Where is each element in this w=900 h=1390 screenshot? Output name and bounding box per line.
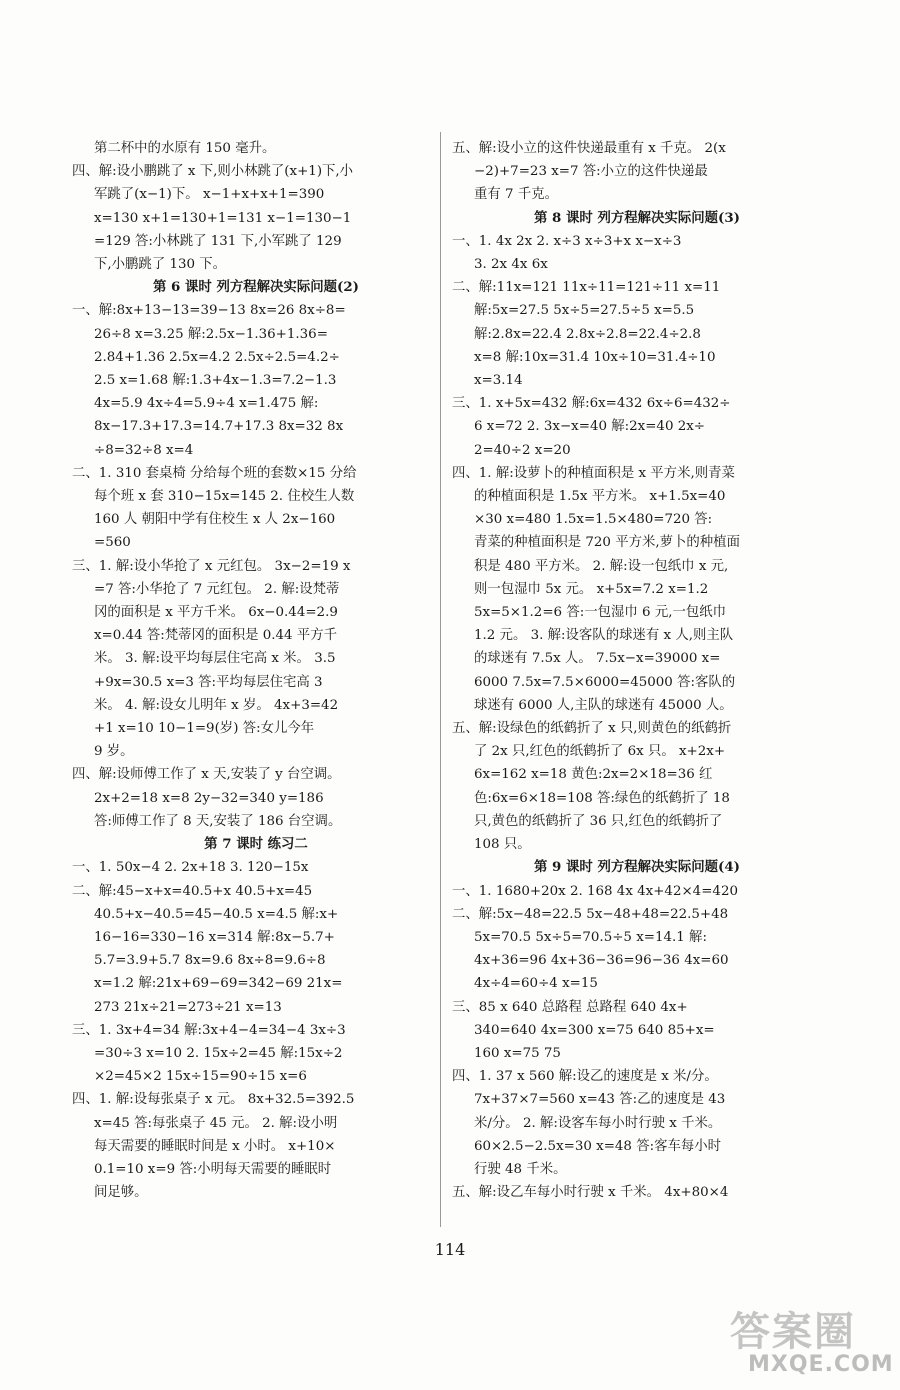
answer-line: 三、1. 解:设小华抢了 x 元红包。 3x−2=19 x bbox=[72, 558, 351, 574]
left-column bbox=[72, 137, 430, 1204]
answer-line: 5x=70.5 5x÷5=70.5÷5 x=14.1 解: bbox=[474, 929, 707, 945]
right-column bbox=[452, 137, 812, 1204]
answer-line: 青菜的种植面积是 720 平方米,萝卜的种植面 bbox=[474, 535, 740, 551]
answer-line: 2.84+1.36 2.5x=4.2 2.5x÷2.5=4.2÷ bbox=[94, 349, 340, 365]
answer-line: 60×2.5−2.5x=30 x=48 答:客车每小时 bbox=[474, 1138, 722, 1154]
answer-line: 2x+2=18 x=8 2y−32=340 y=186 bbox=[94, 790, 324, 806]
answer-line: 160 人 朝阳中学有住校生 x 人 2x−160 bbox=[94, 512, 336, 528]
answer-line: 每天需要的睡眠时间是 x 小时。 x+10× bbox=[94, 1138, 336, 1154]
answer-line: =129 答:小林跳了 131 下,小军跳了 129 bbox=[94, 233, 342, 249]
answer-line: 二、1. 310 套桌椅 分给每个班的套数×15 分给 bbox=[72, 465, 357, 481]
answer-line: 三、1. x+5x=432 解:6x=432 6x÷6=432÷ bbox=[452, 396, 731, 412]
watermark-logo: 答案圈 bbox=[730, 1309, 856, 1355]
section-heading: 第 8 课时 列方程解决实际问题(3) bbox=[534, 209, 740, 226]
answer-line: 一、解:8x+13−13=39−13 8x=26 8x÷8= bbox=[72, 303, 346, 319]
column-divider bbox=[440, 132, 441, 1227]
answer-line: ÷8=32÷8 x=4 bbox=[94, 442, 194, 458]
answer-line: 三、1. 3x+4=34 解:3x+4−4=34−4 3x÷3 bbox=[72, 1022, 346, 1038]
answer-line: 行驶 48 千米。 bbox=[474, 1161, 567, 1177]
section-heading: 第 6 课时 列方程解决实际问题(2) bbox=[153, 279, 359, 296]
answer-line: 重有 7 千克。 bbox=[474, 187, 558, 203]
answer-line: 二、解:5x−48=22.5 5x−48+48=22.5+48 bbox=[452, 906, 729, 922]
answer-line: 6 x=72 2. 3x−x=40 解:2x=40 2x÷ bbox=[474, 419, 706, 435]
answer-line: 米。 4. 解:设女儿明年 x 岁。 4x+3=42 bbox=[94, 697, 339, 713]
answer-line: 6x=162 x=18 黄色:2x=2×18=36 红 bbox=[474, 767, 713, 783]
answer-line: 108 只。 bbox=[474, 837, 531, 853]
answer-line: =560 bbox=[94, 535, 131, 551]
answer-line: 16−16=330−16 x=314 解:8x−5.7+ bbox=[94, 929, 335, 945]
answer-line: 每个班 x 套 310−15x=145 2. 住校生人数 bbox=[94, 489, 355, 505]
answer-line: 4x=5.9 4x÷4=5.9÷4 x=1.475 解: bbox=[94, 396, 319, 412]
answer-line: 9 岁。 bbox=[94, 744, 134, 760]
answer-line: 1.2 元。 3. 解:设客队的球迷有 x 人,则主队 bbox=[474, 628, 734, 644]
answer-line: 色:6x=6×18=108 答:绿色的纸鹤折了 18 bbox=[474, 790, 730, 806]
answer-line: 二、解:11x=121 11x÷11=121÷11 x=11 bbox=[452, 280, 721, 296]
answer-line: 四、1. 解:设萝卜的种植面积是 x 平方米,则青菜 bbox=[452, 465, 735, 481]
answer-line: 4x÷4=60÷4 x=15 bbox=[474, 976, 598, 992]
answer-line: 一、1. 4x 2x 2. x÷3 x÷3+x x−x÷3 bbox=[452, 233, 682, 249]
answer-line: 0.1=10 x=9 答:小明每天需要的睡眠时 bbox=[94, 1161, 332, 1177]
answer-line: 6000 7.5x=7.5×6000=45000 答:客队的 bbox=[474, 674, 736, 690]
answer-line: =30÷3 x=10 2. 15x÷2=45 解:15x÷2 bbox=[94, 1045, 343, 1061]
answer-line: x=130 x+1=130+1=131 x−1=130−1 bbox=[94, 210, 352, 226]
answer-line: 四、1. 37 x 560 解:设乙的速度是 x 米/分。 bbox=[452, 1069, 718, 1085]
answer-line: 5.7=3.9+5.7 8x=9.6 8x÷8=9.6÷8 bbox=[94, 953, 326, 969]
answer-line: x=3.14 bbox=[474, 373, 523, 389]
answer-line: 5x=5×1.2=6 答:一包湿巾 6 元,一包纸巾 bbox=[474, 605, 727, 621]
answer-line: 了 2x 只,红色的纸鹤折了 6x 只。 x+2x+ bbox=[474, 744, 726, 760]
answer-line: +1 x=10 10−1=9(岁) 答:女儿今年 bbox=[94, 721, 315, 737]
answer-line: 一、1. 50x−4 2. 2x+18 3. 120−15x bbox=[72, 860, 309, 876]
answer-line: 二、解:45−x+x=40.5+x 40.5+x=45 bbox=[72, 883, 313, 899]
answer-line: ×2=45×2 15x÷15=90÷15 x=6 bbox=[94, 1069, 307, 1085]
answer-line: +9x=30.5 x=3 答:平均每层住宅高 3 bbox=[94, 674, 323, 690]
answer-line: 四、解:设师傅工作了 x 天,安装了 y 台空调。 bbox=[72, 767, 341, 783]
section-heading: 第 9 课时 列方程解决实际问题(4) bbox=[534, 859, 740, 876]
answer-line: 五、解:设绿色的纸鹤折了 x 只,则黄色的纸鹤折 bbox=[452, 721, 732, 737]
answer-line: 米/分。 2. 解:设客车每小时行驶 x 千米。 bbox=[474, 1115, 722, 1131]
answer-line: 答:师傅工作了 8 天,安装了 186 台空调。 bbox=[94, 813, 342, 829]
answer-line: 冈的面积是 x 平方千米。 6x−0.44=2.9 bbox=[94, 605, 338, 621]
answer-line: ×30 x=480 1.5x=1.5×480=720 答: bbox=[474, 512, 713, 528]
answer-line: x=8 解:10x=31.4 10x÷10=31.4÷10 bbox=[474, 349, 716, 365]
answer-line: 的球迷有 7.5x 人。 7.5x−x=39000 x= bbox=[474, 651, 721, 667]
answer-line: =7 答:小华抢了 7 元红包。 2. 解:设梵蒂 bbox=[94, 581, 340, 597]
answer-line: 解:2.8x=22.4 2.8x÷2.8=22.4÷2.8 bbox=[474, 326, 701, 342]
answer-line: 一、1. 1680+20x 2. 168 4x 4x+42×4=420 bbox=[452, 883, 738, 899]
answer-line: 三、85 x 640 总路程 总路程 640 4x+ bbox=[452, 999, 688, 1015]
answer-line: 军跳了(x−1)下。 x−1+x+x+1=390 bbox=[94, 187, 325, 203]
answer-line: 只,黄色的纸鹤折了 36 只,红色的纸鹤折了 bbox=[474, 813, 723, 829]
answer-line: x=45 答:每张桌子 45 元。 2. 解:设小明 bbox=[94, 1115, 338, 1131]
watermark-url: MXQE.COM bbox=[748, 1352, 894, 1377]
answer-line: 26÷8 x=3.25 解:2.5x−1.36+1.36= bbox=[94, 326, 328, 342]
answer-line: 第二杯中的水原有 150 毫升。 bbox=[94, 141, 276, 156]
answer-line: 解:5x=27.5 5x÷5=27.5÷5 x=5.5 bbox=[474, 303, 695, 319]
answer-line: 4x+36=96 4x+36−36=96−36 4x=60 bbox=[474, 953, 729, 969]
section-heading: 第 7 课时 练习二 bbox=[204, 836, 308, 853]
answer-line: 160 x=75 75 bbox=[474, 1045, 561, 1061]
answer-line: 下,小鹏跳了 130 下。 bbox=[94, 257, 227, 273]
answer-line: 五、解:设小立的这件快递最重有 x 千克。 2(x bbox=[452, 141, 726, 156]
answer-line: 球迷有 6000 人,主队的球迷有 45000 人。 bbox=[474, 697, 733, 713]
answer-line: 的种植面积是 1.5x 平方米。 x+1.5x=40 bbox=[474, 489, 726, 505]
answer-line: 米。 3. 解:设平均每层住宅高 x 米。 3.5 bbox=[94, 651, 336, 667]
answer-line: 3. 2x 4x 6x bbox=[474, 257, 548, 273]
answer-line: 2=40÷2 x=20 bbox=[474, 442, 571, 458]
page-number: 114 bbox=[434, 1240, 466, 1259]
answer-line: 积是 480 平方米。 2. 解:设一包纸巾 x 元, bbox=[474, 558, 729, 574]
answer-line: x=1.2 解:21x+69−69=342−69 21x= bbox=[94, 976, 343, 992]
answer-line: 间足够。 bbox=[94, 1185, 148, 1201]
answer-line: 40.5+x−40.5=45−40.5 x=4.5 解:x+ bbox=[94, 906, 339, 922]
answer-line: 四、解:设小鹏跳了 x 下,则小林跳了(x+1)下,小 bbox=[72, 164, 354, 180]
answer-line: 8x−17.3+17.3=14.7+17.3 8x=32 8x bbox=[94, 419, 344, 435]
answer-line: 340=640 4x=300 x=75 640 85+x= bbox=[474, 1022, 715, 1038]
answer-line: −2)+7=23 x=7 答:小立的这件快递最 bbox=[474, 164, 708, 180]
answer-line: 则一包湿巾 5x 元。 x+5x=7.2 x=1.2 bbox=[474, 581, 709, 597]
answer-line: 273 21x÷21=273÷21 x=13 bbox=[94, 999, 282, 1015]
answer-line: x=0.44 答:梵蒂冈的面积是 0.44 平方千 bbox=[94, 628, 337, 644]
answer-line: 四、1. 解:设每张桌子 x 元。 8x+32.5=392.5 bbox=[72, 1092, 355, 1108]
answer-line: 五、解:设乙车每小时行驶 x 千米。 4x+80×4 bbox=[452, 1185, 729, 1201]
answer-line: 2.5 x=1.68 解:1.3+4x−1.3=7.2−1.3 bbox=[94, 373, 337, 389]
answer-line: 7x+37×7=560 x=43 答:乙的速度是 43 bbox=[474, 1092, 726, 1108]
